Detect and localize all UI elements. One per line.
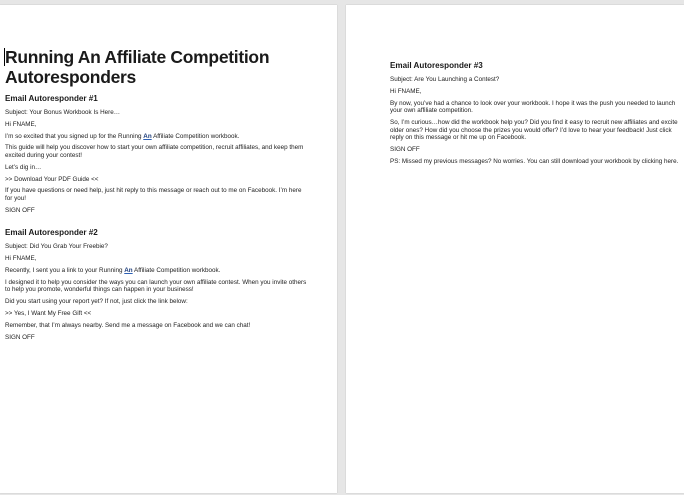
email-2-paragraph-5: Remember, that I’m always nearby. Send me a message on Facebook and we can chat!: [5, 321, 251, 329]
email-3-paragraph-2: So, I’m curious…how did the workbook help you? Did you find it easy to recruit new affiliates and excite older ones? How did you choose the prizes you would offer? I’d love to hear your feedback! Just click reply on this message or hit me up on Facebook.: [390, 118, 678, 142]
email-1-greeting: Hi FNAME,: [5, 120, 37, 128]
document-title-line-1: Running An Affiliate Competition: [5, 47, 270, 67]
document-page-right: [346, 5, 684, 493]
document-page-left: [0, 5, 337, 493]
email-1-subject: Subject: Your Bonus Workbook Is Here…: [5, 109, 121, 116]
email-3-subject: Subject: Are You Launching a Contest?: [390, 76, 500, 83]
email-1-download-link[interactable]: >> Download Your PDF Guide <<: [5, 175, 99, 183]
email-2-greeting: Hi FNAME,: [5, 255, 37, 263]
email-3-signoff: SIGN OFF: [390, 145, 420, 153]
email-1-paragraph-5: If you have questions or need help, just hit reply to this message or reach out to me on Facebook. I’m here for you!: [5, 187, 302, 202]
email-1-heading: Email Autoresponder #1: [5, 94, 98, 103]
document-title-line-2: Autoresponders: [5, 67, 136, 87]
section-spacer: [5, 218, 315, 228]
email-2-paragraph-3: Did you start using your report yet? If not, just click the link below:: [5, 298, 188, 306]
email-3-heading: Email Autoresponder #3: [390, 61, 483, 70]
email-2-gift-link[interactable]: >> Yes, I Want My Free Gift <<: [5, 309, 92, 317]
email-1-p1-link[interactable]: An: [143, 132, 152, 140]
page-right-content: [390, 61, 684, 165]
text-cursor: [4, 48, 5, 66]
email-1-p1-before: I’m so excited that you signed up for the Running: [5, 132, 144, 140]
email-1-paragraph-1: [5, 133, 310, 141]
email-2-p1-after: Affiliate Competition workbook.: [132, 267, 221, 274]
email-2-p1-before: Recently, I sent you a link to your Running: [5, 267, 125, 274]
email-1-p1-after: Affiliate Competition workbook.: [151, 132, 240, 140]
email-1-signoff: SIGN OFF: [5, 206, 35, 214]
email-2-paragraph-2: I designed it to help you consider the ways you can launch your own affiliate contest. When you invite others to help you promote, wonderful things can happen in your business!: [5, 278, 307, 294]
email-2-signoff: SIGN OFF: [5, 333, 35, 341]
email-2-p1-link[interactable]: An: [124, 267, 133, 274]
email-2-subject: Subject: Did You Grab Your Freebie?: [5, 243, 108, 251]
page-left-content: [5, 47, 315, 341]
email-3-paragraph-1: By now, you’ve had a chance to look over your workbook. I hope it was the push you needed to launch your own affiliate competition.: [390, 99, 676, 115]
document-title[interactable]: [5, 47, 315, 87]
email-3-greeting: Hi FNAME,: [390, 87, 422, 95]
email-1-paragraph-2: This guide will help you discover how to start your own affiliate competition, recruit affiliates, and keep them excited during your contest!: [5, 144, 304, 159]
email-1-paragraph-3: Let’s dig in…: [5, 163, 42, 171]
email-2-paragraph-1: [5, 267, 310, 275]
email-3-postscript: PS: Missed my previous messages? No worries. You can still download your workbook by clicking here.: [390, 157, 679, 165]
email-2-heading: Email Autoresponder #2: [5, 228, 98, 238]
